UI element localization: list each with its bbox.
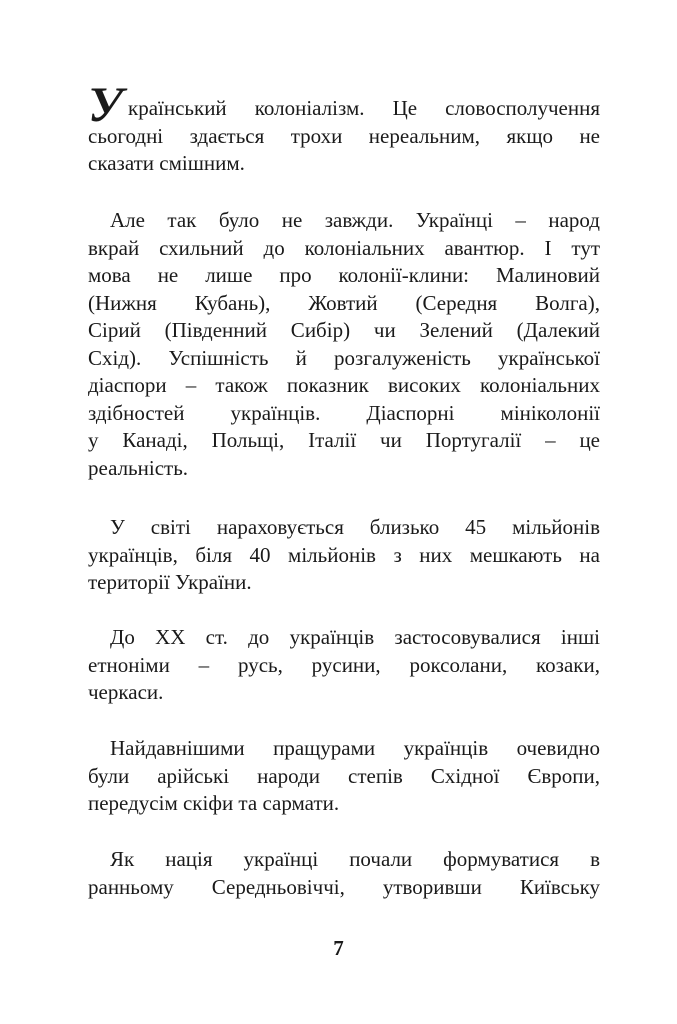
text-line: сьогодні здається трохи нереальним, якщо не <box>88 123 600 148</box>
text-line: здібностей українців. Діаспорні мініколонії <box>88 400 600 425</box>
text-line: черкаси. <box>88 680 164 704</box>
text-line: До XX ст. до українців застосовувалися інші <box>110 625 600 649</box>
page-number: 7 <box>333 936 344 960</box>
text-line: передусім скіфи та сармати. <box>88 791 340 815</box>
text-line: вкрай схильний до колоніальних авантюр. І тут <box>88 235 600 260</box>
text-line: території України. <box>88 570 252 594</box>
paragraph-6 <box>88 846 600 901</box>
text-line: українців, біля 40 мільйонів з них мешкають на <box>88 542 600 567</box>
paragraph-4 <box>88 624 600 707</box>
text-line: Схід). Успішність й розгалуженість української <box>88 345 600 370</box>
text-line: сказати смішним. <box>88 151 245 175</box>
paragraph-5 <box>88 735 600 818</box>
text-line: у Канаді, Польщі, Італії чи Португалії – це <box>88 428 600 452</box>
text-line: Найдавнішими пращурами українців очевидно <box>110 736 600 760</box>
paragraph-1 <box>88 76 600 178</box>
text-line: У країнський колоніалізм. Це словосполучення <box>88 76 600 132</box>
text-line: Сірий (Південний Сибір) чи Зелений (Далекий <box>88 318 600 342</box>
text-line: етноніми – русь, русини, роксолани, козаки, <box>88 652 600 677</box>
text-line: Як нація українці почали формуватися в <box>110 847 600 871</box>
text-line: реальність. <box>88 455 189 480</box>
text-line: У світі нараховується близько 45 мільйонів <box>110 515 600 539</box>
text-line: Але так було не завжди. Українці – народ <box>110 208 600 232</box>
text-line: (Нижня Кубань), Жовтий (Середня Волга), <box>88 290 600 315</box>
paragraph-2 <box>88 207 600 482</box>
paragraph-3 <box>88 514 600 597</box>
text-line: діаспори – також показник високих колоніальних <box>88 373 600 397</box>
text-line: були арійські народи степів Східної Європи, <box>88 763 600 788</box>
text-line: мова не лише про колонії-клини: Малиновий <box>88 263 600 287</box>
text-line: ранньому Середньовіччі, утворивши Київську <box>88 874 600 899</box>
drop-cap: У <box>88 76 123 132</box>
